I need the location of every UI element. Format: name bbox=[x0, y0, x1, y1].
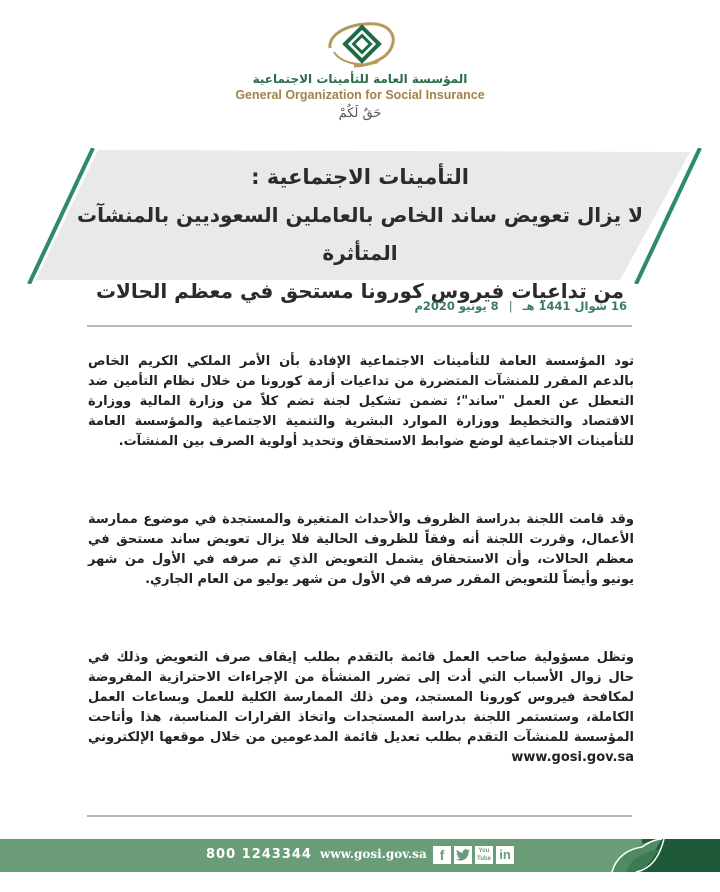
footer-bar bbox=[0, 839, 720, 872]
footer-leaf-decoration bbox=[602, 839, 720, 872]
footer-phone[interactable]: 800 1243344 bbox=[206, 847, 312, 862]
gosi-logo-icon bbox=[320, 18, 400, 70]
footer-website-link[interactable]: www.gosi.gov.sa bbox=[320, 847, 427, 861]
banner-headline-line: لا يزال تعويض ساند الخاص بالعاملين السعوديين بالمنشآت المتأثرة bbox=[77, 203, 643, 265]
paragraph-text: وقد قامت اللجنة بدراسة الظروف والأحداث المتغيرة والمستجدة في موضوع ممارسة الأعمال، وقررت اللجنة أنه وفقاً للظروف الحالية فلا يزال تعويض ساند مستحق في معظم الحالات، وأن الاستحقاق يشمل التعويض الذي تم صرفه في الأول من شهر يونيو وأيضاً للتعويض المقرر صرفه في الأول من شهر يوليو من العام الجاري. bbox=[88, 512, 634, 587]
body-paragraph bbox=[88, 648, 634, 768]
header-logo bbox=[0, 18, 720, 70]
paragraph-text: وتظل مسؤولية صاحب العمل قائمة بالتقدم بطلب إيقاف صرف التعويض وذلك في حال زوال الأسباب التي أدت إلى تضرر المنشأة من الإجراءات الاحترازية المفروضة لمكافحة فيروس كورونا المستجد، ومن ذلك الممارسة الكلية للعمل وبساعات العمل الكاملة، وستستمر اللجنة بدراسة المستجدات واتخاذ القرارات المناسبة، هذا وأتاحت المؤسسة للمنشآت التقدم بطلب تعديل قائمة المدعومين من خلال موقعها الإلكتروني www.gosi.gov.sa bbox=[88, 650, 634, 765]
slogan: حَقٌ لَكُمْ bbox=[338, 106, 382, 121]
banner-headline-line: من تداعيات فيروس كورونا مستحق في معظم الحالات bbox=[95, 279, 625, 303]
body-paragraph bbox=[88, 352, 634, 452]
org-name-arabic: المؤسسة العامة للتأمينات الاجتماعية bbox=[252, 72, 468, 86]
facebook-icon[interactable]: f bbox=[433, 846, 451, 864]
divider bbox=[87, 815, 632, 817]
linkedin-icon[interactable]: in bbox=[496, 846, 514, 864]
twitter-icon[interactable] bbox=[454, 846, 472, 864]
hijri-date: 16 شوال 1441 هـ bbox=[522, 299, 627, 313]
paragraph-text: تود المؤسسة العامة للتأمينات الاجتماعية الإفادة بأن الأمر الملكي الكريم الخاص بالدعم المقرر للمنشآت المتضررة من تداعيات أزمة كورونا من خلال نظام التأمين ضد التعطل عن العمل "ساند"؛ تضمن تشكيل لجنة تضم كلاً من وزارة المالية ووزارة الاقتصاد والتخطيط ووزارة الموارد البشرية والتنمية الاجتماعية والمؤسسة العامة للتأمينات الاجتماعية لوضع ضوابط الاستحقاق وتحديد أولوية الصرف بين المنشآت. bbox=[88, 354, 634, 449]
gregorian-date: 8 يونيو 2020م bbox=[414, 299, 499, 313]
date-separator: | bbox=[508, 299, 513, 313]
divider bbox=[87, 325, 632, 327]
banner-title: التأمينات الاجتماعية : bbox=[251, 165, 469, 189]
youtube-icon[interactable]: You Tube bbox=[475, 846, 493, 864]
org-name-english: General Organization for Social Insurance bbox=[235, 88, 485, 102]
body-paragraph bbox=[88, 510, 634, 590]
publication-date bbox=[414, 299, 627, 313]
headline-banner bbox=[0, 148, 720, 303]
